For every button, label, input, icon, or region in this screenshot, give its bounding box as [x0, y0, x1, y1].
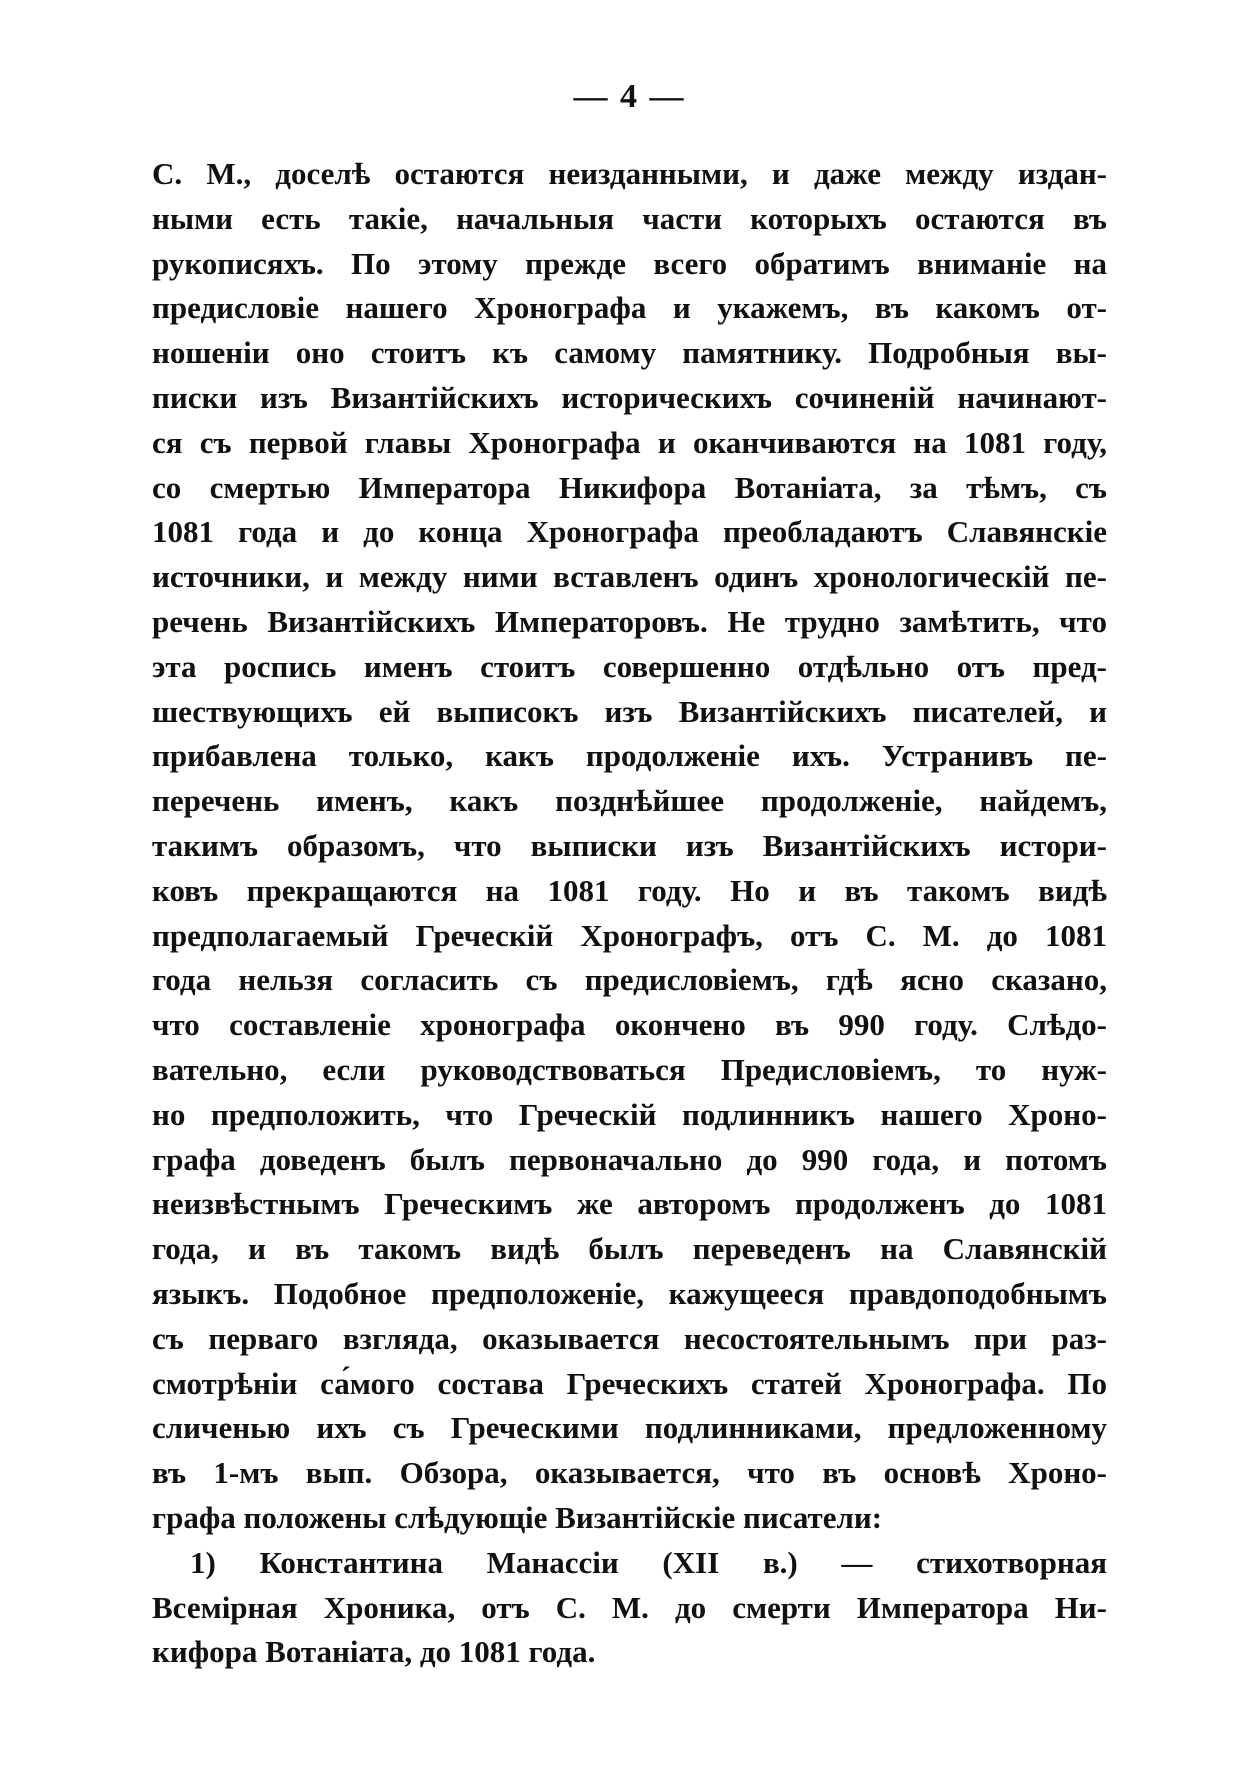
list-item-line: кифора Вотаніата, до 1081 года.: [152, 1634, 596, 1670]
text-line: ношеніи оно стоитъ къ самому памятнику. Подробныя вы-: [152, 335, 1107, 371]
text-line: языкъ. Подобное предположеніе, кажущееся правдоподобнымъ: [152, 1275, 1107, 1311]
list-item-line: Всемірная Хроника, отъ С. М. до смерти Императора Ни-: [152, 1589, 1107, 1625]
text-line: источники, и между ними вставленъ одинъ хронологическій пе-: [152, 559, 1107, 595]
text-line: перечень именъ, какъ позднѣйшее продолженіе, найдемъ,: [152, 783, 1107, 819]
text-line: предполагаемый Греческій Хронографъ, отъ С. М. до 1081: [152, 917, 1107, 953]
text-line: ковъ прекращаются на 1081 году. Но и въ такомъ видѣ: [152, 872, 1107, 908]
text-line: года, и въ такомъ видѣ былъ переведенъ на Славянскій: [152, 1231, 1107, 1267]
text-line: ными есть такіе, начальныя части которыхъ остаются въ: [152, 200, 1107, 236]
text-line: графа доведенъ былъ первоначально до 990 года, и потомъ: [152, 1141, 1107, 1177]
text-line: С. М., доселѣ остаются неизданными, и даже между издан-: [152, 156, 1107, 191]
text-line: графа положены слѣдующіе Византійскіе писатели:: [152, 1499, 883, 1535]
text-line: со смертью Императора Никифора Вотаніата, за тѣмъ, съ: [152, 469, 1107, 505]
text-line: неизвѣстнымъ Греческимъ же авторомъ продолженъ до 1081: [152, 1186, 1107, 1222]
list-item-line: 1) Константина Манассіи (XII в.) — стихотворная: [190, 1544, 1107, 1580]
text-line: сличенью ихъ съ Греческими подлинниками, предложенному: [152, 1410, 1107, 1446]
text-line: 1081 года и до конца Хронографа преобладаютъ Славянскіе: [152, 514, 1107, 550]
text-line: вательно, если руководствоваться Предисловіемъ, то нуж-: [152, 1051, 1107, 1087]
text-line: года нельзя согласить съ предисловіемъ, гдѣ ясно сказано,: [152, 962, 1107, 998]
text-line: предисловіе нашего Хронографа и укажемъ, въ какомъ от-: [152, 290, 1107, 326]
body-text: [152, 152, 1107, 1675]
text-line: эта роспись именъ стоитъ совершенно отдѣльно отъ пред-: [152, 648, 1107, 684]
text-line: съ перваго взгляда, оказывается несостоятельнымъ при раз-: [152, 1320, 1107, 1356]
text-line: что составленіе хронографа окончено въ 990 году. Слѣдо-: [152, 1007, 1107, 1043]
text-line: прибавлена только, какъ продолженіе ихъ. Устранивъ пе-: [152, 738, 1107, 774]
text-line: такимъ образомъ, что выписки изъ Византійскихъ истори-: [152, 827, 1107, 863]
text-line: речень Византійскихъ Императоровъ. Не трудно замѣтить, что: [152, 603, 1107, 639]
text-line: въ 1-мъ вып. Обзора, оказывается, что въ основѣ Хроно-: [152, 1455, 1107, 1491]
text-line: рукописяхъ. По этому прежде всего обратимъ вниманіе на: [152, 245, 1107, 281]
text-line: шествующихъ ей выписокъ изъ Византійскихъ писателей, и: [152, 693, 1107, 729]
page-number: — 4 —: [573, 78, 686, 115]
text-line: писки изъ Византійскихъ историческихъ сочиненій начинают-: [152, 379, 1107, 415]
text-line: смотрѣніи са́мого состава Греческихъ статей Хронографа. По: [152, 1365, 1107, 1401]
text-line: но предположить, что Греческій подлинникъ нашего Хроно-: [152, 1096, 1107, 1132]
text-line: ся съ первой главы Хронографа и оканчиваются на 1081 году,: [152, 424, 1107, 460]
